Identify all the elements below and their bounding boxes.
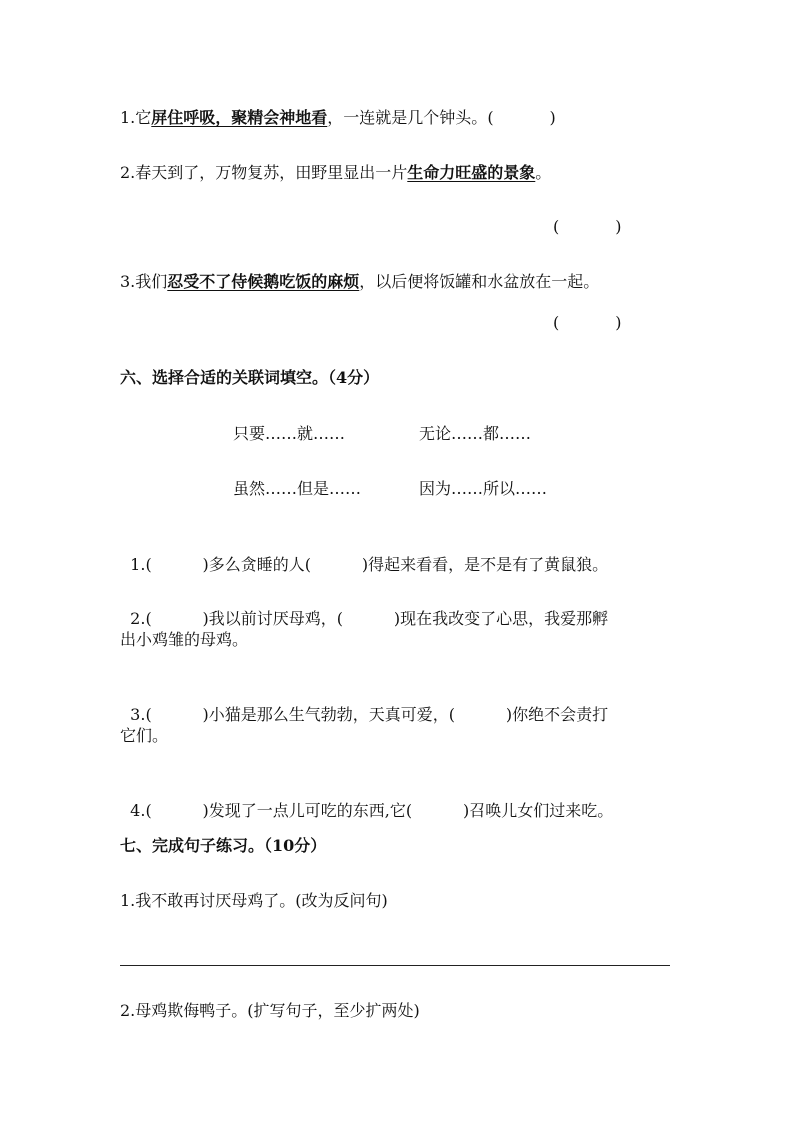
s7-item-1: [120, 891, 388, 911]
item-text: 我不敢再讨厌母鸡了。(改为反问句): [135, 891, 388, 910]
s6-item-3: [120, 685, 608, 725]
option-1: 只要……就……: [233, 424, 346, 443]
section6-title: 六、选择合适的关联词填空。（4分）: [120, 368, 380, 387]
item-text-post: ，一连就是几个钟头。: [327, 108, 488, 127]
item-number: 2.: [130, 609, 146, 628]
s7-item-2: [120, 1001, 420, 1021]
item-number: 4.: [130, 801, 146, 820]
item-text-post: ，以后便将饭罐和水盆放在一起。: [359, 272, 600, 291]
answer-paren[interactable]: ( ): [553, 313, 622, 332]
item-number: 1.: [120, 891, 136, 910]
item-number: 3.: [120, 272, 136, 291]
item-text-pre: 我们: [135, 272, 168, 291]
item-number: 2.: [120, 163, 136, 182]
option-2: 无论……都……: [419, 424, 532, 443]
item-number: 1.: [120, 108, 136, 127]
item-text-post: 。: [535, 163, 552, 182]
option-4: 因为……所以……: [419, 479, 548, 498]
s6-item-1: [120, 535, 608, 575]
s5-item-1: [120, 108, 556, 128]
s5-item-3: [120, 272, 599, 292]
item-text-pre: 春天到了，万物复苏，田野里显出一片: [135, 163, 408, 182]
underlined-phrase: 屏住呼吸，聚精会神地看: [151, 108, 328, 127]
item-number: 2.: [120, 1001, 136, 1020]
item-text[interactable]: ( )发现了一点儿可吃的东西,它( )召唤儿女们过来吃。: [145, 801, 614, 820]
underlined-phrase: 忍受不了侍候鹅吃饭的麻烦: [167, 272, 360, 291]
item-number: 3.: [130, 705, 146, 724]
answer-paren[interactable]: ( ): [487, 108, 556, 127]
item-number: 1.: [130, 555, 146, 574]
s6-item-4: [120, 781, 613, 821]
item-text[interactable]: ( )多么贪睡的人( )得起来看看，是不是有了黄鼠狼。: [145, 555, 609, 574]
answer-paren[interactable]: ( ): [553, 217, 622, 236]
s6-item-3-cont: 它们。: [120, 726, 169, 745]
item-text[interactable]: ( )我以前讨厌母鸡，( )现在我改变了心思，我爱那孵: [145, 609, 609, 628]
s6-item-2-cont: 出小鸡雏的母鸡。: [120, 630, 249, 649]
item-text-pre: 它: [135, 108, 152, 127]
underlined-phrase: 生命力旺盛的景象: [407, 163, 536, 182]
s6-item-2: [120, 589, 608, 629]
section7-title: 七、完成句子练习。（10分）: [120, 836, 327, 855]
item-text[interactable]: ( )小猫是那么生气勃勃，天真可爱，( )你绝不会责打: [145, 705, 609, 724]
answer-line[interactable]: [120, 965, 670, 966]
s5-item-2: [120, 163, 551, 183]
option-3: 虽然……但是……: [233, 479, 362, 498]
item-text: 母鸡欺侮鸭子。(扩写句子，至少扩两处): [135, 1001, 420, 1020]
